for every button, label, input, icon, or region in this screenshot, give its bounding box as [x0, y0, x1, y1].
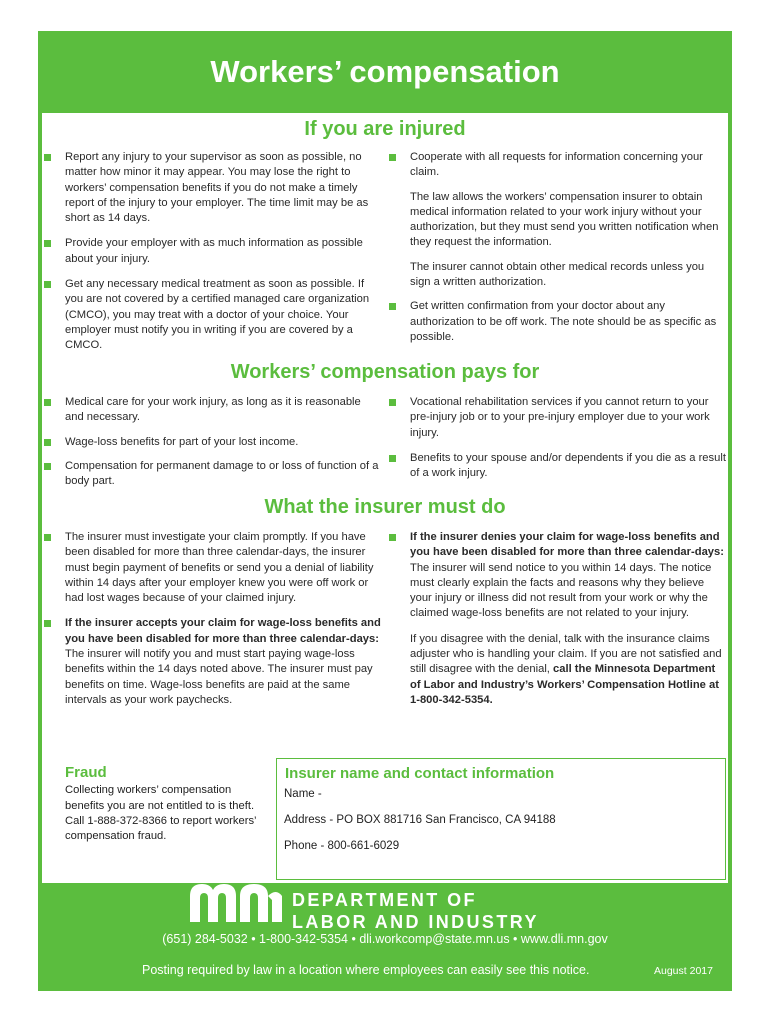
hotline-text: call the Minnesota Department of Labor and Industry’s Workers’ Compensation Hotline at 1-800-342-5354.: [410, 663, 719, 706]
fraud-text: Collecting workers’ compensation benefits you are not entitled to is theft. Call 1-888-372-8366 to report workers’ compensation fraud.: [65, 784, 257, 843]
text: The insurer will notify you and must start paying wage-loss benefits within the 14 days noted above. The insurer must pay benefits on time. Wage-loss benefits are paid at the same intervals as your work paychecks.: [65, 648, 373, 706]
paragraph: The law allows the workers’ compensation insurer to obtain medical information related to your work injury without your authorization, but they must send you written notification when they request the information.: [410, 190, 719, 249]
text: If you disagree with the denial, talk with the insurance claims adjuster who is handling your claim. If you are not satisfied and still disagree with the denial,: [410, 632, 722, 676]
list-item: Wage-loss benefits for part of your lost income.: [42, 435, 382, 450]
bold-text: If the insurer denies your claim for wage-loss benefits and you have been disabled for more than three calendar-days:: [410, 531, 724, 559]
poster-header: [38, 31, 732, 113]
bold-text: If the insurer accepts your claim for wage-loss benefits and you have been disabled for more than three calendar-days:: [65, 617, 381, 645]
fraud-section: [65, 765, 270, 844]
section-title-injured: If you are injured: [304, 118, 466, 140]
page-title: Workers’ compensation: [210, 54, 560, 89]
pays-right-column: [387, 395, 727, 481]
insurer-box-title: Insurer name and contact information: [285, 765, 555, 782]
insurer-left-column: [42, 530, 382, 708]
text: The insurer will send notice to you within 14 days. The notice must clearly explain the facts and reasons why they believe your injury or illness did not result from your work or why the claimed wage-loss benefits are not related to your injury.: [410, 561, 712, 620]
list-item: Provide your employer with as much information as possible about your injury.: [42, 236, 382, 267]
contact-info: (651) 284-5032 • 1-800-342-5354 • dli.workcomp@state.mn.us • www.dli.mn.gov: [162, 932, 608, 946]
injured-right-column: [387, 150, 727, 345]
list-item: [387, 530, 727, 622]
mn-logo-icon: [188, 883, 284, 923]
insurer-right-column: [387, 530, 727, 708]
paragraph: [387, 632, 727, 708]
poster: [38, 31, 732, 991]
insurer-address: Address - PO BOX 881716 San Francisco, CA 94188: [284, 814, 556, 826]
pays-left-column: [42, 395, 382, 489]
department-logo-text: [292, 889, 539, 933]
list-item: Vocational rehabilitation services if you cannot return to your pre-injury job or to your pre-injury employer due to your work injury.: [387, 395, 727, 441]
section-title-insurer: What the insurer must do: [264, 496, 506, 518]
list-item: The insurer must investigate your claim promptly. If you have been disabled for more than three calendar-days, the insurer must begin payment of benefits or send you a denial of liability within 14 days after your employer knew you were off work or had lost wages because of your claimed injury.: [42, 530, 382, 606]
paragraph: The insurer cannot obtain other medical records unless you sign a written authorization.: [410, 260, 705, 289]
section-title-pays-for: Workers’ compensation pays for: [230, 361, 540, 383]
fraud-title: Fraud: [65, 764, 107, 781]
content-panel: [42, 113, 728, 883]
posting-notice: Posting required by law in a location where employees can easily see this notice.: [142, 963, 590, 977]
list-item: Benefits to your spouse and/or dependents if you die as a result of a work injury.: [387, 451, 727, 482]
list-item: Get written confirmation from your doctor about any authorization to be off work. The note should be as specific as possible.: [387, 299, 727, 345]
logo-line-1: DEPARTMENT OF: [292, 890, 477, 910]
insurer-contact-box: [276, 758, 726, 880]
footer: [38, 883, 732, 991]
list-item: Report any injury to your supervisor as soon as possible, no matter how minor it may appear. You may lose the right to workers’ compensation benefits if you do not make a timely report of the injury to your employer. The time limit may be as short as 14 days.: [42, 150, 382, 226]
insurer-phone: Phone - 800-661-6029: [284, 840, 400, 852]
list-item: Cooperate with all requests for information concerning your claim.: [387, 150, 727, 181]
injured-left-column: [42, 150, 382, 354]
insurer-name: Name -: [284, 788, 322, 800]
list-item: Get any necessary medical treatment as soon as possible. If you are not covered by a certified managed care organization (CMCO), you may treat with a doctor of your choice. Your employer must notify you in writing if you are covered by a CMCO.: [42, 277, 382, 353]
logo-line-2: LABOR AND INDUSTRY: [292, 912, 539, 932]
list-item: [42, 616, 382, 708]
list-item: Compensation for permanent damage to or loss of function of a body part.: [42, 459, 382, 490]
list-item: Medical care for your work injury, as long as it is reasonable and necessary.: [42, 395, 382, 426]
date-label: August 2017: [654, 965, 713, 977]
